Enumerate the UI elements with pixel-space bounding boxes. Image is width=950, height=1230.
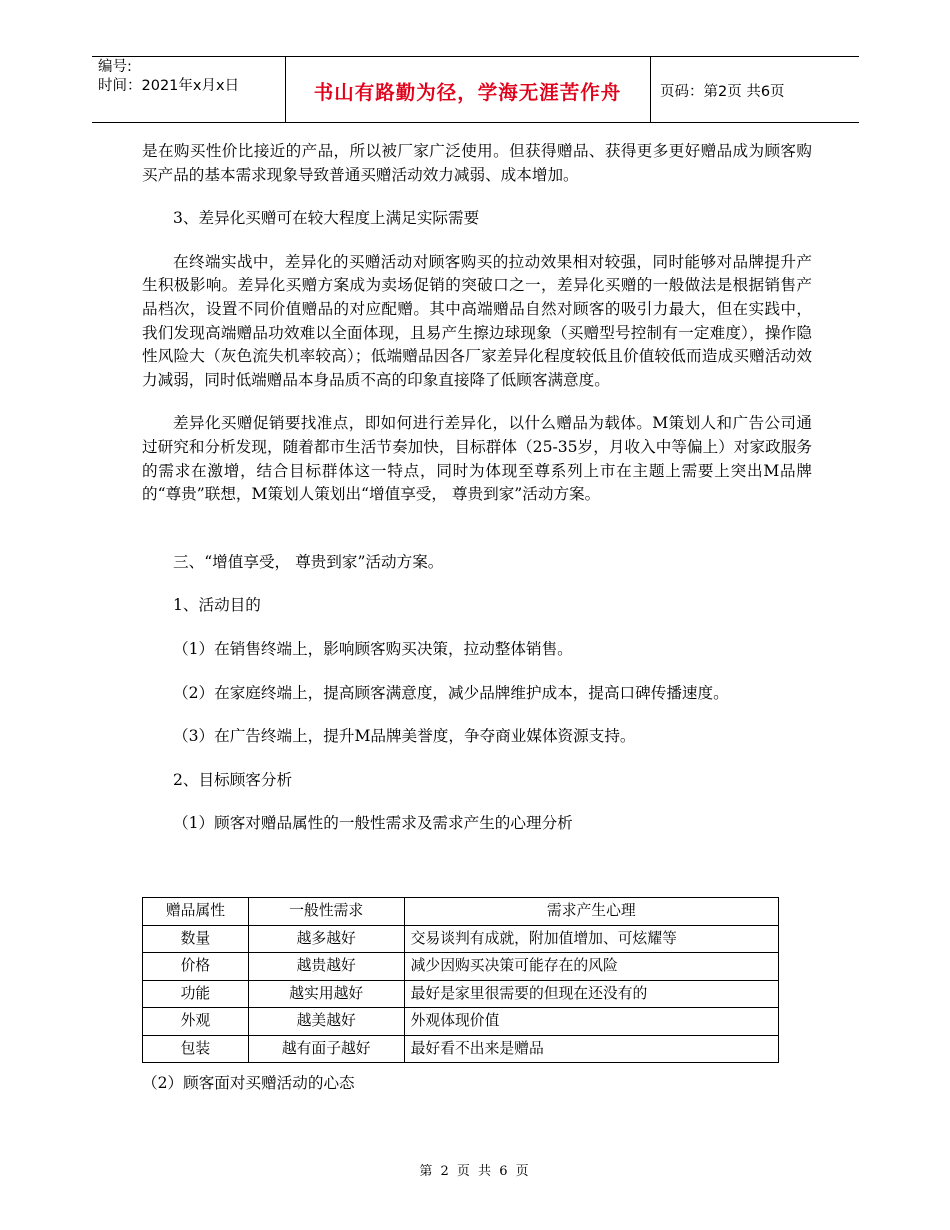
paragraph: （3）在广告终端上，提升M品牌美誉度，争夺商业媒体资源支持。 xyxy=(173,727,636,746)
after-table-text: （2）顾客面对买赠活动的心态 xyxy=(142,1074,355,1092)
table-cell: 价格 xyxy=(143,953,249,981)
table-cell: 越有面子越好 xyxy=(248,1035,404,1063)
header-time: 时间：2021年x月x日 xyxy=(98,78,240,94)
header-number: 编号: xyxy=(98,59,132,75)
table-header-cell: 赠品属性 xyxy=(143,898,249,926)
paragraph: 1、活动目的 xyxy=(173,596,261,615)
header-bottom-rule xyxy=(92,122,859,123)
paragraph: 在终端实战中，差异化的买赠活动对顾客购买的拉动效果相对较强，同时能够对品牌提升产生积极影响。差异化买赠方案成为卖场促销的突破口之一，差异化买赠的一般做法是根据销售产品档次，设置不同价值赠品的对应配赠。其中高端赠品自然对顾客的吸引力最大，但在实践中，我们发现高端赠品功效难以全面体现，且易产生擦边球现象（买赠型号控制有一定难度），操作隐性风险大（灰色流失机率较高）；低端赠品因各厂家差异化程度较低且价值较低而造成买赠活动效力减弱，同时低端赠品本身品质不高的印象直接降了低顾客满意度。 xyxy=(142,252,812,389)
table-cell: 最好是家里很需要的但现在还没有的 xyxy=(404,980,778,1008)
table-row xyxy=(143,925,779,953)
table-header-cell: 一般性需求 xyxy=(248,898,404,926)
table-row xyxy=(143,1008,779,1036)
table-cell: 最好看不出来是赠品 xyxy=(404,1035,778,1063)
table-header-cell: 需求产生心理 xyxy=(404,898,778,926)
table-cell: 外观体现价值 xyxy=(404,1008,778,1036)
paragraph: （1）顾客对赠品属性的一般性需求及需求产生的心理分析 xyxy=(173,814,573,833)
table-header-row xyxy=(143,898,779,926)
table-cell: 越美越好 xyxy=(248,1008,404,1036)
table-cell: 外观 xyxy=(143,1008,249,1036)
header-motto: 书山有路勤为径，学海无涯苦作舟 xyxy=(313,81,622,104)
header-page-number: 页码：第2页 共6页 xyxy=(660,84,785,100)
table-cell: 交易谈判有成就，附加值增加、可炫耀等 xyxy=(404,925,778,953)
table-cell: 包装 xyxy=(143,1035,249,1063)
paragraph: （1）在销售终端上，影响顾客购买决策，拉动整体销售。 xyxy=(173,639,573,658)
paragraph: 三、“增值享受， 尊贵到家”活动方案。 xyxy=(173,552,444,571)
table-cell: 越实用越好 xyxy=(248,980,404,1008)
document-body xyxy=(142,140,812,836)
paragraph: 差异化买赠促销要找准点，即如何进行差异化，以什么赠品为载体。M策划人和广告公司通过研究和分析发现，随着都市生活节奏加快，目标群体（25-35岁，月收入中等偏上）对家政服务的需求在激增，结合目标群体这一特点，同时为体现至尊系列上市在主题上需要上突出M品牌的“尊贵”联想，M策划人策划出“增值享受， 尊贵到家”活动方案。 xyxy=(142,414,812,504)
paragraph: 3、差异化买赠可在较大程度上满足实际需要 xyxy=(173,209,480,228)
paragraph: （2）在家庭终端上，提高顾客满意度，减少品牌维护成本，提高口碑传播速度。 xyxy=(173,683,729,702)
table-row xyxy=(143,980,779,1008)
paragraph: 是在购买性价比接近的产品，所以被厂家广泛使用。但获得赠品、获得更多更好赠品成为顾客购买产品的基本需求现象导致普通买赠活动效力减弱、成本增加。 xyxy=(142,142,812,184)
paragraph: 2、目标顾客分析 xyxy=(173,770,293,789)
gift-attribute-table xyxy=(142,897,779,1063)
table-row xyxy=(143,953,779,981)
header-meta xyxy=(98,58,239,96)
table-cell: 减少因购买决策可能存在的风险 xyxy=(404,953,778,981)
table-cell: 功能 xyxy=(143,980,249,1008)
table-cell: 越贵越好 xyxy=(248,953,404,981)
page-footer: 第 2 页 共 6 页 xyxy=(419,1164,531,1179)
header-top-rule xyxy=(92,56,859,57)
table-row xyxy=(143,1035,779,1063)
table-cell: 越多越好 xyxy=(248,925,404,953)
table-cell: 数量 xyxy=(143,925,249,953)
header-divider-right xyxy=(650,56,651,122)
